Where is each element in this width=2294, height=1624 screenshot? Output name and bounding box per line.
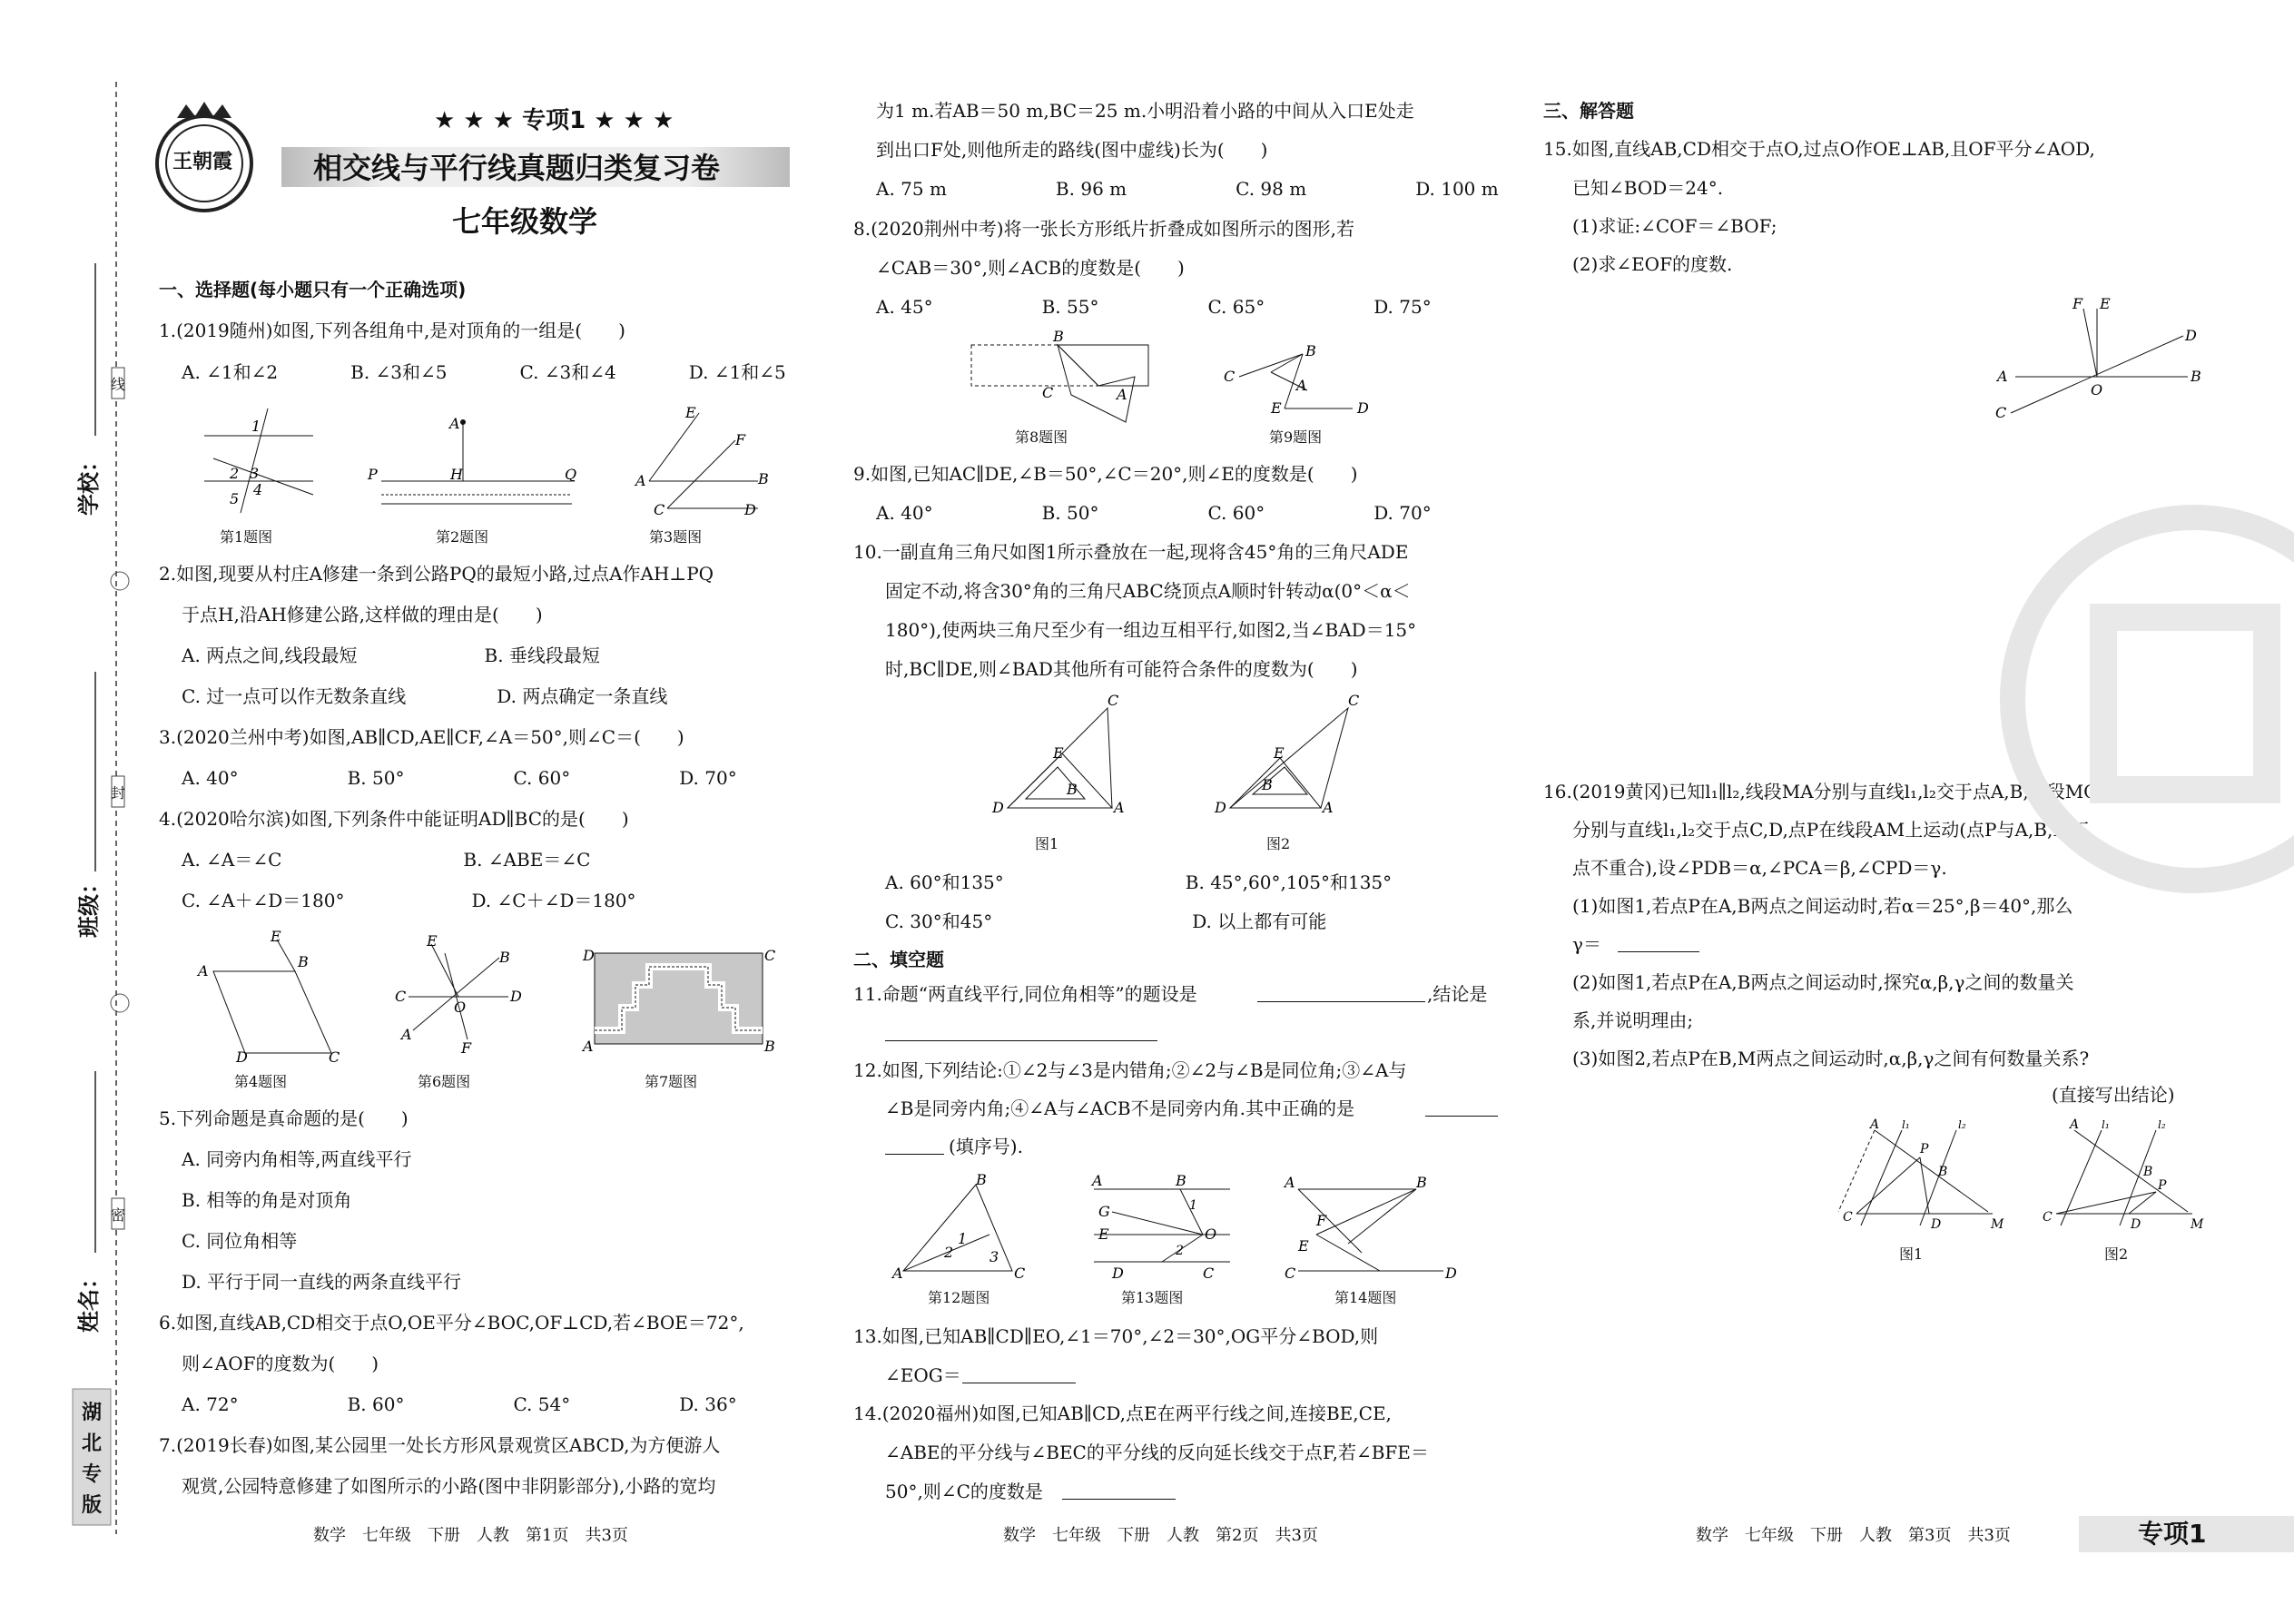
q10-line3: 180°),使两块三角尺至少有一组边互相平行,如图2,当∠BAD＝15° (885, 619, 1417, 641)
q4-options-cd: C. ∠A＋∠D＝180° D. ∠C＋∠D＝180° (182, 890, 636, 911)
svg-text:D: D (2185, 327, 2197, 344)
q3: 3.(2020兰州中考)如图,AB∥CD,AE∥CF,∠A＝50°,则∠C＝( ) (159, 726, 684, 748)
figure-q16-2 (2029, 1112, 2210, 1230)
svg-text:E: E (1274, 744, 1285, 762)
q14-line2: ∠ABE的平分线与∠BEC的平分线的反向延长线交于点F,若∠BFE＝ (885, 1442, 1429, 1463)
figure-q10-2 (1212, 694, 1384, 822)
q14-blank[interactable] (1062, 1482, 1176, 1500)
region-badge: 湖北专版 (82, 1402, 103, 1517)
q13-blank[interactable] (962, 1366, 1076, 1383)
q15-part2: (2)求∠EOF的度数. (1572, 253, 1733, 275)
svg-text:B: B (1416, 1174, 1427, 1191)
svg-text:C: C (1224, 368, 1236, 385)
figure-q13 (1085, 1171, 1239, 1280)
svg-text:E: E (427, 932, 438, 950)
svg-text:D: D (992, 799, 1004, 816)
seal-mi-text: 密 (111, 1206, 126, 1224)
svg-text:O: O (1205, 1225, 1217, 1243)
q11-part1: 11.命题“两直线平行,同位角相等”的题设是 (853, 983, 1197, 1005)
figure-q16-1 (1829, 1112, 2011, 1230)
brand-name: 王朝霞 (172, 150, 233, 173)
q15-line2: 已知∠BOD＝24°. (1572, 177, 1724, 199)
caption-q2: 第2题图 (436, 528, 489, 546)
svg-text:A: A (635, 472, 646, 489)
q11-blank1[interactable] (1257, 985, 1425, 1002)
svg-text:B: B (1176, 1172, 1186, 1189)
q7-line3: 为1 m.若AB＝50 m,BC＝25 m.小明沿着小路的中间从入口E处走 (876, 100, 1414, 122)
section-choice: 一、选择题(每小题只有一个正确选项) (159, 279, 467, 300)
q2-options-cd: C. 过一点可以作无数条直线 D. 两点确定一条直线 (182, 685, 668, 707)
q11-blank2[interactable] (885, 1024, 1157, 1041)
q16-line1: 16.(2019黄冈)已知l₁∥l₂,线段MA分别与直线l₁,l₂交于点A,B,线段MC (1543, 781, 2098, 802)
q8-options: A. 45° B. 55° C. 65° D. 75° (876, 296, 1432, 318)
svg-text:P: P (368, 466, 378, 483)
svg-text:C: C (1108, 692, 1119, 709)
svg-text:C: C (1203, 1265, 1215, 1282)
binding-strip (0, 0, 109, 1624)
q5: 5.下列命题是真命题的是( ) (159, 1107, 409, 1129)
svg-text:A: A (892, 1265, 903, 1282)
figure-q8 (962, 327, 1162, 427)
name-label: 姓名： (76, 1267, 102, 1333)
figure-q12 (890, 1171, 1035, 1280)
svg-text:B: B (2191, 368, 2201, 385)
seal-seal-text: 封 (111, 784, 126, 802)
svg-text:C: C (764, 947, 776, 964)
q16-gamma: γ＝ (1572, 933, 1601, 955)
svg-text:A: A (1296, 377, 1307, 394)
q16-part2-cont: 系,并说明理由; (1572, 1009, 1694, 1031)
svg-text:A: A (1092, 1172, 1103, 1189)
svg-text:C: C (395, 988, 407, 1005)
svg-text:C: C (2043, 1210, 2053, 1225)
q1: 1.(2019随州)如图,下列各组角中,是对顶角的一组是( ) (159, 320, 625, 341)
svg-text:2: 2 (230, 465, 240, 482)
svg-text:A: A (449, 415, 460, 432)
q7-line4: 到出口F处,则他所走的路线(图中虚线)长为( ) (876, 139, 1268, 161)
q10-line1: 10.一副直角三角尺如图1所示叠放在一起,现将含45°角的三角尺ADE (853, 541, 1409, 563)
svg-text:F: F (2072, 295, 2083, 312)
svg-text:E: E (271, 928, 281, 945)
caption-q16-2: 图2 (2104, 1245, 2129, 1263)
figure-q7 (581, 944, 776, 1058)
figure-q14 (1280, 1171, 1462, 1280)
caption-q10-1: 图1 (1035, 835, 1059, 852)
q16-line3: 点不重合),设∠PDB＝α,∠PCA＝β,∠CPD＝γ. (1572, 857, 1947, 879)
figure-q2 (363, 408, 590, 513)
q10-line2: 固定不动,将含30°角的三角尺ABC绕顶点A顺时针转动α(0°＜α＜ (885, 580, 1411, 602)
svg-text:B: B (1067, 781, 1078, 798)
q15-part1: (1)求证:∠COF＝∠BOF; (1572, 215, 1777, 237)
caption-q6: 第6题图 (418, 1073, 471, 1090)
q5-option-a: A. 同旁内角相等,两直线平行 (182, 1148, 412, 1170)
svg-text:5: 5 (230, 490, 240, 507)
q9: 9.如图,已知AC∥DE,∠B＝50°,∠C＝20°,则∠E的度数是( ) (853, 463, 1358, 485)
q5-option-b: B. 相等的角是对顶角 (182, 1189, 352, 1211)
q10-line4: 时,BC∥DE,则∠BAD其他所有可能符合条件的度数为( ) (885, 658, 1358, 680)
svg-text:D: D (1215, 799, 1226, 816)
svg-text:F: F (735, 431, 746, 448)
q16-part3-note: (直接写出结论) (2052, 1084, 2175, 1106)
svg-text:C: C (1843, 1210, 1853, 1225)
caption-q12: 第12题图 (928, 1289, 990, 1306)
svg-text:B: B (2143, 1165, 2153, 1179)
q7-options: A. 75 m B. 96 m C. 98 m D. 100 m (876, 178, 1499, 200)
corner-tag: 专项1 (2138, 1519, 2207, 1549)
svg-text:C: C (329, 1048, 340, 1066)
q12-blank-cont[interactable] (885, 1137, 944, 1155)
svg-text:E: E (2100, 295, 2111, 312)
caption-q10-2: 图2 (1266, 835, 1291, 852)
svg-text:H: H (450, 466, 463, 483)
caption-q8: 第8题图 (1015, 428, 1068, 446)
svg-text:A: A (198, 962, 209, 979)
svg-text:A: A (401, 1026, 412, 1043)
q13-line2: ∠EOG＝ (885, 1364, 961, 1386)
svg-text:B: B (298, 953, 309, 970)
svg-text:A: A (1285, 1174, 1295, 1191)
svg-text:D: D (1445, 1265, 1457, 1282)
footer-page-3: 数学 七年级 下册 人教 第3页 共3页 (1696, 1526, 2011, 1545)
svg-text:P: P (1920, 1142, 1929, 1156)
figure-q6 (390, 932, 527, 1062)
svg-text:A: A (583, 1038, 594, 1055)
svg-text:l₁: l₁ (1902, 1118, 1910, 1131)
svg-text:1: 1 (1189, 1198, 1197, 1213)
q6-line2: 则∠AOF的度数为( ) (182, 1353, 379, 1374)
figure-q10-1 (989, 694, 1135, 822)
svg-text:A: A (2070, 1117, 2080, 1132)
svg-text:2: 2 (944, 1244, 954, 1261)
svg-text:1: 1 (958, 1230, 968, 1247)
q4: 4.(2020哈尔滨)如图,下列条件中能证明AD∥BC的是( ) (159, 808, 629, 830)
caption-q13: 第13题图 (1121, 1289, 1184, 1306)
q7-line1: 7.(2019长春)如图,某公园里一处长方形风景观赏区ABCD,为方便游人 (159, 1434, 721, 1456)
svg-text:A: A (1997, 368, 2008, 385)
caption-q9: 第9题图 (1269, 428, 1323, 446)
school-label: 学校： (76, 450, 102, 516)
class-label: 班级： (76, 872, 102, 938)
caption-q7: 第7题图 (645, 1073, 698, 1090)
footer-page-2: 数学 七年级 下册 人教 第2页 共3页 (1003, 1526, 1318, 1545)
svg-text:D: D (1357, 399, 1369, 417)
q2-options-ab: A. 两点之间,线段最短 B. 垂线段最短 (182, 645, 600, 666)
svg-text:B: B (764, 1038, 775, 1055)
q10-options-cd: C. 30°和45° D. 以上都有可能 (885, 910, 1327, 932)
q8-line2: ∠CAB＝30°,则∠ACB的度数是( ) (876, 257, 1185, 279)
svg-text:C: C (1995, 404, 2007, 421)
svg-text:C: C (1348, 692, 1360, 709)
svg-text:O: O (454, 999, 467, 1016)
svg-text:D: D (1112, 1265, 1124, 1282)
q6-line1: 6.如图,直线AB,CD相交于点O,OE平分∠BOC,OF⊥CD,若∠BOE＝72°, (159, 1312, 744, 1334)
svg-text:B: B (1305, 342, 1316, 359)
q15-line1: 15.如图,直线AB,CD相交于点O,过点O作OE⊥AB,且OF平分∠AOD, (1543, 138, 2095, 160)
svg-text:G: G (1098, 1203, 1110, 1220)
section-fill: 二、填空题 (853, 949, 944, 970)
q13-line1: 13.如图,已知AB∥CD∥EO,∠1＝70°,∠2＝30°,OG平分∠BOD,则 (853, 1325, 1379, 1347)
q3-options: A. 40° B. 50° C. 60° D. 70° (182, 767, 737, 789)
page-subtitle: 七年级数学 (452, 204, 598, 239)
footer-page-1: 数学 七年级 下册 人教 第1页 共3页 (313, 1526, 628, 1545)
svg-text:1: 1 (251, 418, 261, 435)
svg-text:l₂: l₂ (2158, 1118, 2166, 1131)
q5-option-d: D. 平行于同一直线的两条直线平行 (182, 1271, 462, 1293)
q9-options: A. 40° B. 50° C. 60° D. 70° (876, 502, 1432, 524)
svg-text:E: E (1098, 1225, 1109, 1243)
q16-part3: (3)如图2,若点P在B,M两点之间运动时,α,β,γ之间有何数量关系? (1572, 1048, 2090, 1069)
svg-text:B: B (758, 470, 769, 487)
series-label: ★ ★ ★ 专项1 ★ ★ ★ (434, 107, 674, 134)
caption-q16-1: 图1 (1899, 1245, 1924, 1263)
svg-text:P: P (2158, 1178, 2167, 1193)
svg-text:E: E (1271, 399, 1282, 417)
svg-text:C: C (1042, 384, 1054, 401)
svg-text:A: A (1870, 1117, 1880, 1132)
svg-text:B: B (976, 1171, 987, 1188)
q14-line1: 14.(2020福州)如图,已知AB∥CD,点E在两平行线之间,连接BE,CE, (853, 1403, 1392, 1424)
svg-text:M: M (1991, 1217, 2004, 1232)
svg-text:l₁: l₁ (2102, 1118, 2110, 1131)
svg-text:A: A (1114, 799, 1125, 816)
caption-q3: 第3题图 (649, 528, 703, 546)
q14-line3: 50°,则∠C的度数是 (885, 1481, 1043, 1502)
svg-text:E: E (1053, 744, 1064, 762)
q12-line1: 12.如图,下列结论:①∠2与∠3是内错角;②∠2与∠B是同位角;③∠A与 (853, 1059, 1407, 1081)
q6-options: A. 72° B. 60° C. 54° D. 36° (182, 1393, 737, 1415)
caption-q14: 第14题图 (1334, 1289, 1397, 1306)
svg-text:D: D (236, 1048, 248, 1066)
q8-line1: 8.(2020荆州中考)将一张长方形纸片折叠成如图所示的图形,若 (853, 218, 1354, 240)
figure-q15 (1993, 295, 2201, 422)
svg-text:l₂: l₂ (1958, 1118, 1966, 1131)
svg-text:3: 3 (250, 465, 260, 482)
svg-text:E: E (1298, 1237, 1309, 1255)
q10-options-ab: A. 60°和135° B. 45°,60°,105°和135° (885, 871, 1393, 893)
svg-text:E: E (685, 404, 696, 421)
svg-text:B: B (499, 949, 510, 966)
svg-text:3: 3 (989, 1248, 999, 1265)
svg-text:Q: Q (565, 466, 577, 483)
q16-line2: 分别与直线l₁,l₂交于点C,D,点P在线段AM上运动(点P与A,B,M三 (1572, 819, 2090, 841)
svg-text:F: F (461, 1039, 472, 1057)
svg-text:B: B (1938, 1165, 1948, 1179)
svg-text:4: 4 (253, 481, 263, 498)
svg-text:B: B (1262, 776, 1273, 793)
svg-text:2: 2 (1176, 1244, 1184, 1258)
q12-line2: ∠B是同旁内角;④∠A与∠ACB不是同旁内角.其中正确的是 (885, 1097, 1354, 1119)
svg-text:D: D (744, 501, 756, 518)
figure-q9 (1216, 336, 1389, 427)
svg-text:C: C (1285, 1265, 1296, 1282)
q2-line1: 2.如图,现要从村庄A修建一条到公路PQ的最短小路,过点A作AH⊥PQ (159, 563, 714, 585)
seal-line-text: 线 (111, 376, 126, 393)
svg-text:D: D (583, 947, 595, 964)
q4-options-ab: A. ∠A＝∠C B. ∠ABE＝∠C (182, 849, 591, 871)
figure-q1 (195, 404, 322, 522)
q12-blank[interactable] (1425, 1099, 1498, 1117)
svg-text:F: F (1316, 1212, 1327, 1229)
svg-text:C: C (654, 501, 665, 518)
q11-part2: ,结论是 (1427, 983, 1488, 1005)
caption-q4: 第4题图 (234, 1073, 288, 1090)
q12-line3: (填序号). (949, 1136, 1023, 1157)
svg-text:B: B (1053, 328, 1064, 345)
svg-text:D: D (1931, 1217, 1942, 1232)
q16-part2: (2)如图1,若点P在A,B两点之间运动时,探究α,β,γ之间的数量关 (1572, 971, 2074, 993)
svg-text:A: A (1117, 386, 1127, 403)
q1-options: A. ∠1和∠2 B. ∠3和∠5 C. ∠3和∠4 D. ∠1和∠5 (182, 361, 786, 383)
svg-text:O: O (2091, 381, 2103, 399)
svg-text:D: D (2131, 1217, 2141, 1232)
svg-text:A: A (1323, 799, 1334, 816)
figure-q3 (631, 404, 776, 517)
svg-text:M: M (2191, 1217, 2204, 1232)
q7-line2: 观赏,公园特意修建了如图所示的小路(图中非阴影部分),小路的宽均 (182, 1475, 716, 1497)
page-title: 相交线与平行线真题归类复习卷 (313, 151, 721, 185)
q16-part1: (1)如图1,若点P在A,B两点之间运动时,若α＝25°,β＝40°,那么 (1572, 895, 2073, 917)
q2-line2: 于点H,沿AH修建公路,这样做的理由是( ) (182, 604, 543, 625)
svg-text:C: C (1014, 1265, 1026, 1282)
caption-q1: 第1题图 (220, 528, 273, 546)
svg-text:D: D (510, 988, 522, 1005)
q16-blank[interactable] (1618, 935, 1699, 952)
section-answer: 三、解答题 (1543, 100, 1634, 122)
q5-option-c: C. 同位角相等 (182, 1230, 298, 1252)
figure-q4 (191, 928, 354, 1066)
watermark-seal (1967, 508, 2294, 890)
